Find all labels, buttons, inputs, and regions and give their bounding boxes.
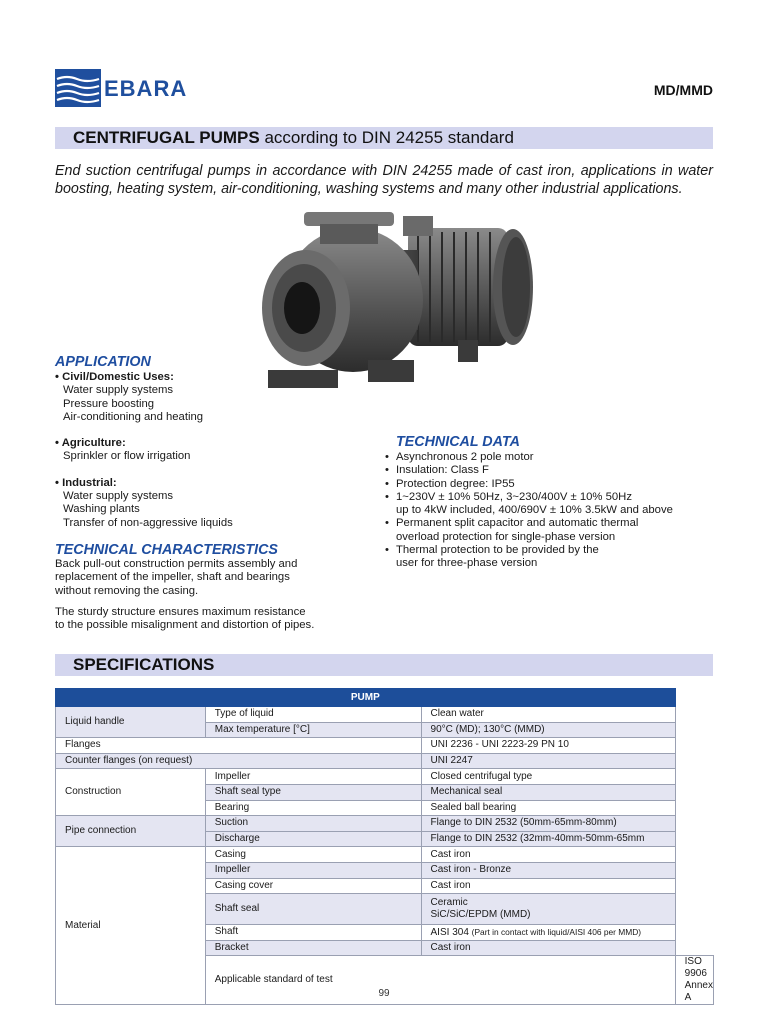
table-row: Shaft seal type Mechanical seal [56,784,714,800]
specifications-table [55,688,714,1005]
table-row: Liquid handle Type of liquid Clean water [56,707,714,723]
tech-characteristics-text [55,558,375,640]
table-row: Bearing Sealed ball bearing [56,800,714,816]
app-group: • Agriculture: [55,437,126,450]
tech-data-list [385,451,715,571]
app-group: • Industrial: [55,476,117,489]
application-heading: APPLICATION [55,354,151,370]
brand-wordmark: EBARA [104,76,188,101]
list-item: Washing plants [63,503,140,516]
table-row: Applicable standard of test ISO 9906 Annex A [56,956,714,1005]
list-item: Air-conditioning and heating [63,410,204,423]
paragraph: The sturdy structure ensures maximum resistance to the possible misalignment and distortion of pipes. [55,605,315,632]
table-row: Construction Impeller Closed centrifugal type [56,769,714,785]
table-row: Casing cover Cast iron [56,878,714,894]
list-item: • Permanent split capacitor and automatic thermal overload protection for single-phase version [385,517,639,543]
paragraph: Back pull-out construction permits assembly and replacement of the impeller, shaft and bearings without removing the casing. [55,558,298,597]
list-item: • Insulation: Class F [385,464,489,477]
list-item: • Asynchronous 2 pole motor [385,451,534,463]
table-row: Flanges UNI 2236 - UNI 2223-29 PN 10 [56,738,714,754]
specifications-heading: SPECIFICATIONS [73,655,215,674]
app-group: • Civil/Domestic Uses: [55,371,174,383]
table-header-row [56,689,714,707]
table-row: Impeller Cast iron - Bronze [56,862,714,878]
shaft-value: AISI 304 (Part in contact with liquid/AISI 406 per MMD) [421,925,675,941]
application-list [55,371,305,530]
table-row: Pipe connection Suction Flange to DIN 2532 (50mm-65mm-80mm) [56,816,714,832]
page-number: 99 [378,988,390,999]
table-row: Shaft seal Ceramic SiC/SiC/EPDM (MMD) [56,894,714,925]
title-rest: according to DIN 24255 standard [264,128,514,147]
list-item: • Thermal protection to be provided by the user for three-phase version [385,544,599,570]
model-code: MD/MMD [653,82,713,98]
table-row: Discharge Flange to DIN 2532 (32mm-40mm-50mm-65mm [56,831,714,847]
table-row: Bracket Cast iron [56,940,714,956]
table-row: Max temperature [°C] 90°C (MD); 130°C (MMD) [56,722,714,738]
tech-data-heading: TECHNICAL DATA [396,434,520,450]
list-item: Sprinkler or flow irrigation [63,450,191,463]
intro-paragraph: End suction centrifugal pumps in accordance with DIN 24255 made of cast iron, applications in water boosting, heating system, air-conditioning, washing systems and many other industrial applications. [55,163,713,197]
table-title: PUMP [56,689,676,707]
tech-characteristics-heading: TECHNICAL CHARACTERISTICS [55,542,278,558]
list-item: • 1~230V ± 10% 50Hz, 3~230/400V ± 10% 50Hz up to 4kW included, 400/690V ± 10% 3.5kW and above [385,490,673,517]
list-item: Pressure boosting [63,397,155,410]
table-row: Material Casing Cast iron [56,847,714,863]
specifications-band [55,654,713,676]
shaft-seal-values: Ceramic SiC/SiC/EPDM (MMD) [421,894,675,925]
title-bold: CENTRIFUGAL PUMPS [73,128,260,147]
list-item: Transfer of non-aggressive liquids [63,516,233,529]
page-title [73,127,514,149]
table-row: Shaft AISI 304 (Part in contact with liquid/AISI 406 per MMD) [56,925,714,941]
table-row: Counter flanges (on request) UNI 2247 [56,753,714,769]
list-item: • Protection degree: IP55 [385,477,515,490]
title-band [55,127,713,149]
list-item: Water supply systems [63,384,174,397]
list-item: Water supply systems [63,490,174,503]
